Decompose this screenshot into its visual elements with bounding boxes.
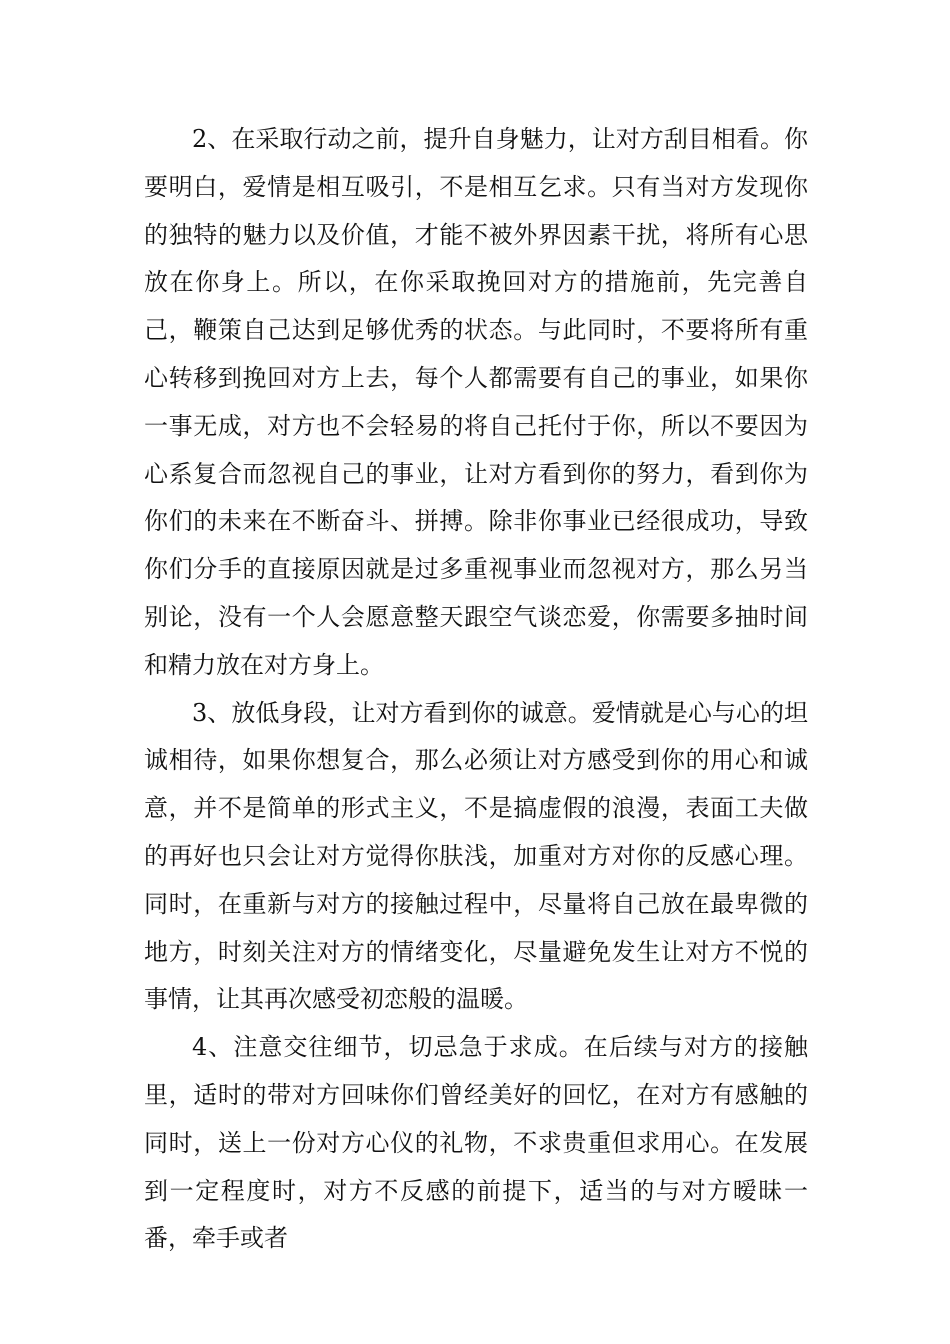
paragraph-3: 3、放低身段，让对方看到你的诚意。爱情就是心与心的坦诚相待，如果你想复合，那么必须让对方感受到你的用心和诚意，并不是简单的形式主义，不是搞虚假的浪漫，表面工夫做的再好也只会让对方觉得你肤浅，加重对方对你的反感心理。同时，在重新与对方的接触过程中，尽量将自己放在最卑微的地方，时刻关注对方的情绪变化，尽量避免发生让对方不悦的事情，让其再次感受初恋般的温暖。: [144, 698, 808, 1014]
body-text: [144, 116, 808, 1263]
paragraph-4: 4、注意交往细节，切忌急于求成。在后续与对方的接触里，适时的带对方回味你们曾经美好的回忆，在对方有感触的同时，送上一份对方心仪的礼物，不求贵重但求用心。在发展到一定程度时，对方不反感的前提下，适当的与对方暧昧一番，牵手或者: [144, 1033, 808, 1253]
paragraph-2: 2、在采取行动之前，提升自身魅力，让对方刮目相看。你要明白，爱情是相互吸引，不是相互乞求。只有当对方发现你的独特的魅力以及价值，才能不被外界因素干扰，将所有心思放在你身上。所以，在你采取挽回对方的措施前，先完善自己，鞭策自己达到足够优秀的状态。与此同时，不要将所有重心转移到挽回对方上去，每个人都需要有自己的事业，如果你一事无成，对方也不会轻易的将自己托付于你，所以不要因为心系复合而忽视自己的事业，让对方看到你的努力，看到你为你们的未来在不断奋斗、拼搏。除非你事业已经很成功，导致你们分手的直接原因就是过多重视事业而忽视对方，那么另当别论，没有一个人会愿意整天跟空气谈恋爱，你需要多抽时间和精力放在对方身上。: [144, 125, 808, 679]
